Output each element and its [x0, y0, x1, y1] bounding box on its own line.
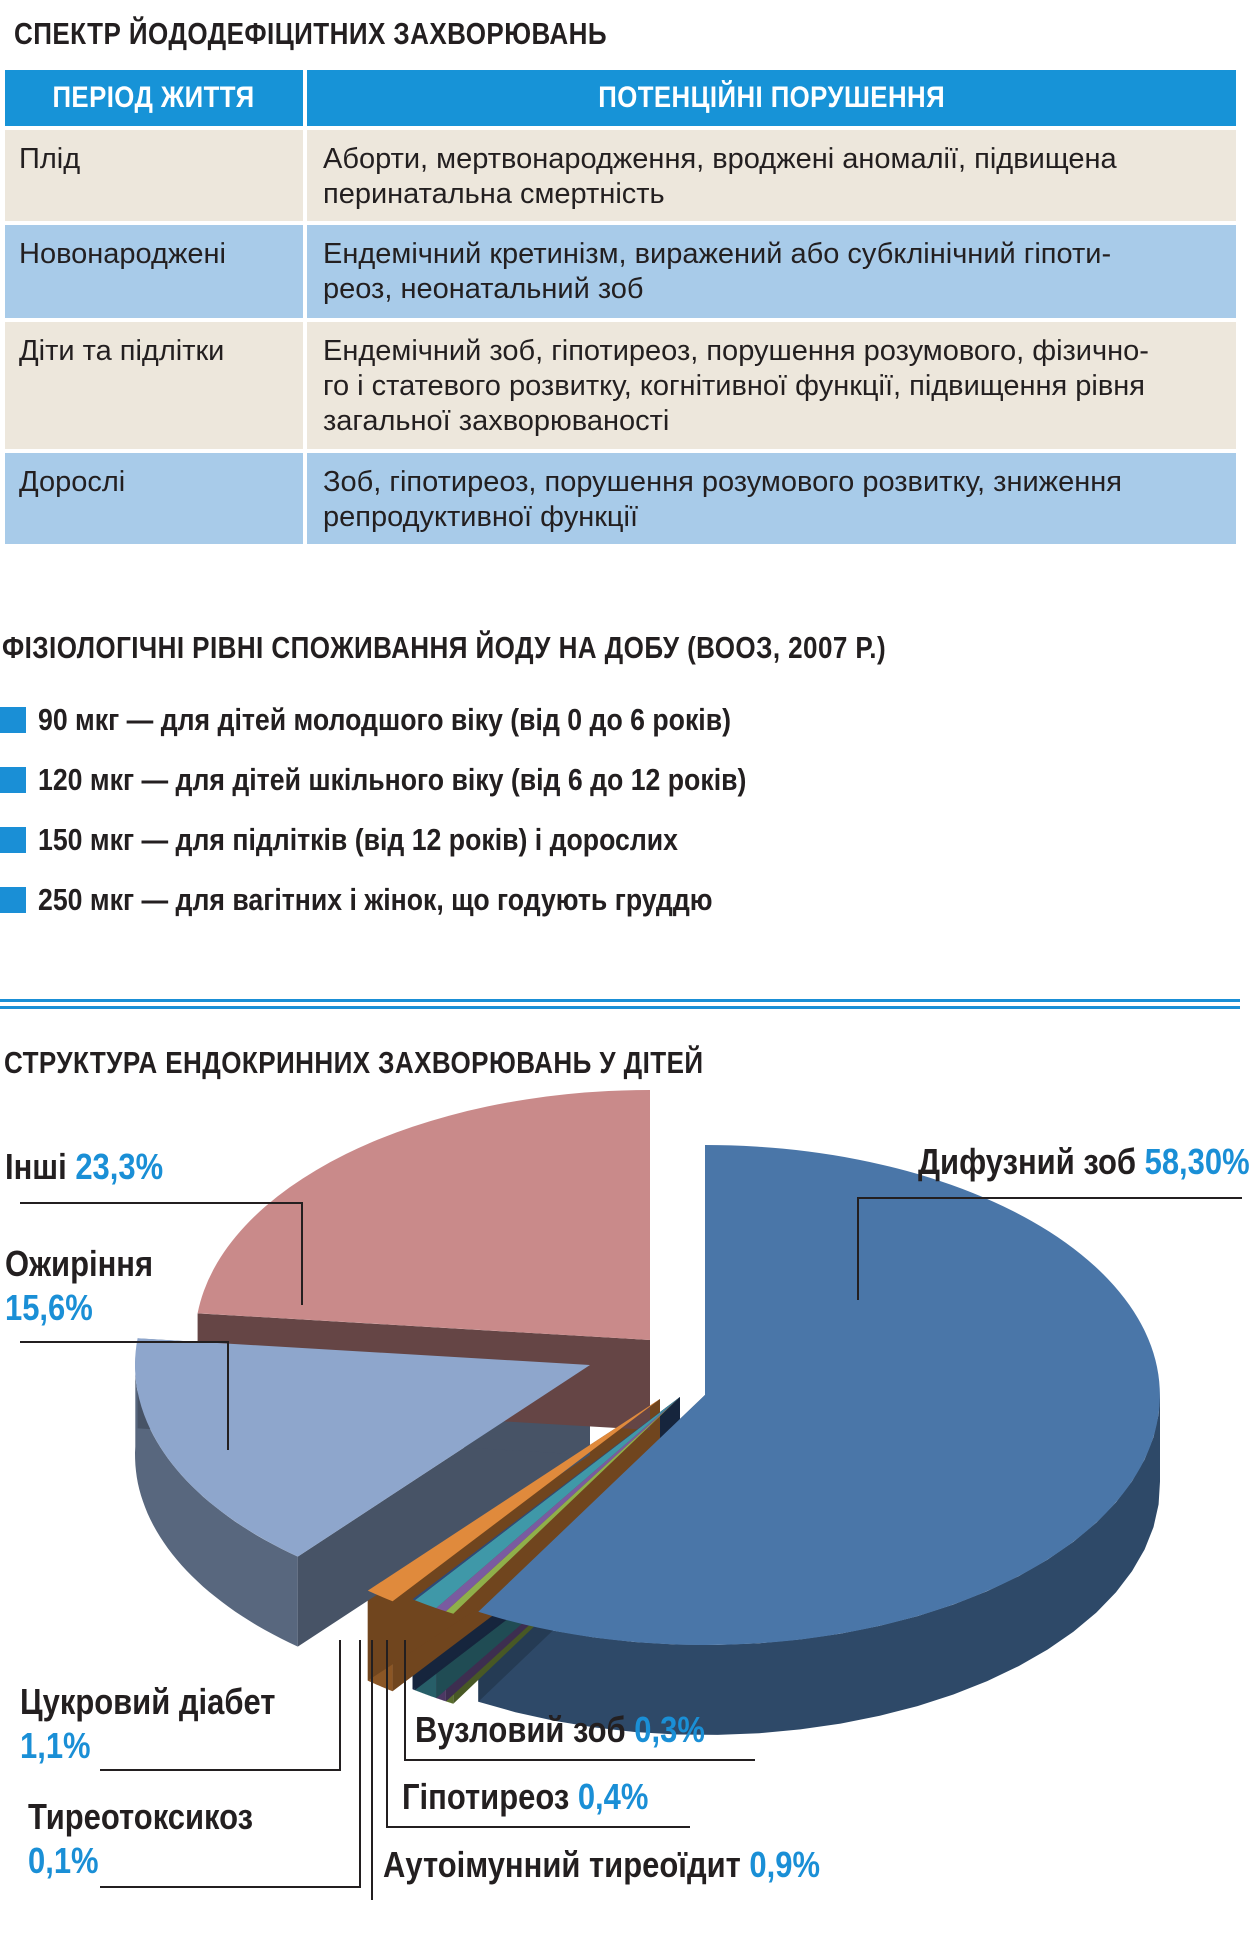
row-disorders: Аборти, мертвонародження, вроджені аномалії, підвищена перинатальна смертність [307, 130, 1236, 221]
label-other: Інші 23,3% [5, 1146, 164, 1187]
row-period: Новонароджені [5, 225, 303, 318]
header-period: ПЕРІОД ЖИТТЯ [5, 70, 303, 126]
label-hypothyroidism: Гіпотиреоз 0,4% [402, 1776, 649, 1817]
header-disorders: ПОТЕНЦІЙНІ ПОРУШЕННЯ [307, 70, 1236, 126]
row-period: Дорослі [5, 453, 303, 544]
row-disorders: Ендемічний зоб, гіпотиреоз, порушення розумового, фізично- го і статевого розвитку, когнітивної функції, підвищення рівня загальної захворюваності [307, 322, 1236, 449]
label-obesity: Ожиріння 15,6% [5, 1243, 154, 1328]
spectrum-title: СПЕКТР ЙОДОДЕФІЦИТНИХ ЗАХВОРЮВАНЬ [14, 16, 608, 51]
list-item: 250 мкг — для вагітних і жінок, що годують груддю [0, 870, 862, 930]
label-thyrotoxicosis: Тиреотоксикоз 0,1% [28, 1796, 254, 1881]
row-period: Плід [5, 130, 303, 221]
label-autoimmune-thyroiditis: Аутоімунний тиреоїдит 0,9% [383, 1844, 820, 1885]
label-diffuse-goiter: Дифузний зоб 58,30% [918, 1141, 1250, 1182]
row-disorders: Ендемічний кретинізм, виражений або субклінічний гіпоти- реоз, неонатальний зоб [307, 225, 1236, 318]
label-diabetes: Цукровий діабет 1,1% [20, 1681, 276, 1766]
chart-title: СТРУКТУРА ЕНДОКРИННИХ ЗАХВОРЮВАНЬ У ДІТЕЙ [4, 1045, 704, 1080]
row-period: Діти та підлітки [5, 322, 303, 449]
norms-title: ФІЗІОЛОГІЧНІ РІВНІ СПОЖИВАННЯ ЙОДУ НА ДОБУ (ВООЗ, 2007 Р.) [2, 630, 887, 665]
pie-slice-інші [198, 1090, 650, 1340]
list-item: 150 мкг — для підлітків (від 12 років) і дорослих [0, 810, 862, 870]
list-item: 90 мкг — для дітей молодшого віку (від 0 до 6 років) [0, 690, 862, 750]
list-item: 120 мкг — для дітей шкільного віку (від 6 до 12 років) [0, 750, 862, 810]
row-disorders: Зоб, гіпотиреоз, порушення розумового розвитку, зниження репродуктивної функції [307, 453, 1236, 544]
label-nodular-goiter: Вузловий зоб 0,3% [415, 1709, 705, 1750]
